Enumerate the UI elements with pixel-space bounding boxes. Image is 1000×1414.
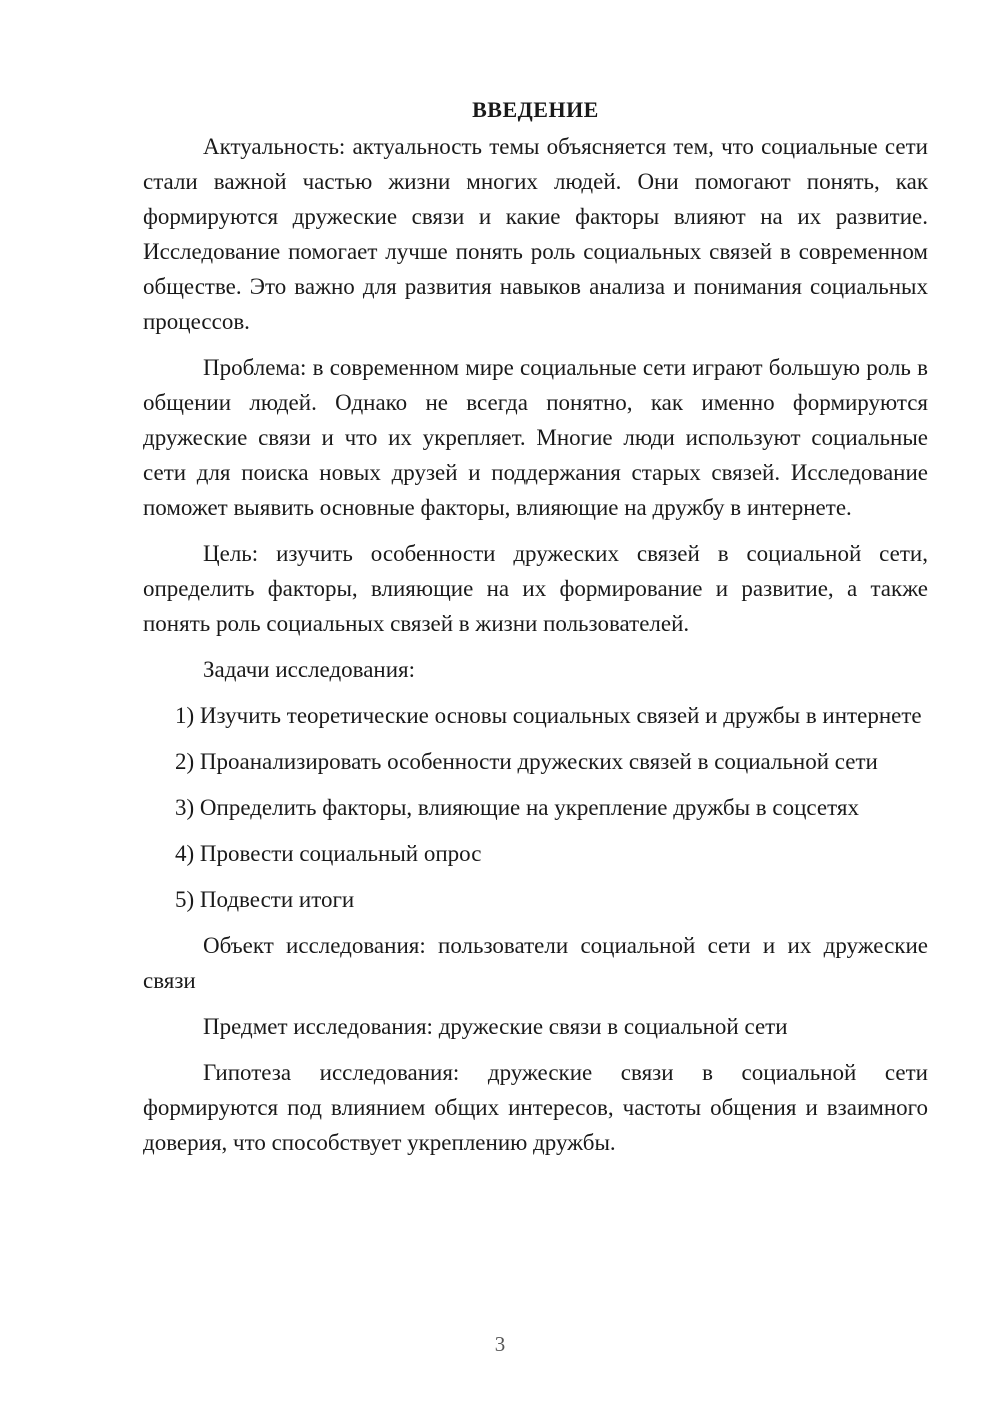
page-number: 3	[494, 1332, 506, 1356]
relevance-paragraph: Актуальность: актуальность темы объясняется тем, что социальные сети стали важной частью жизни многих людей. Они помогают понять, как формируются дружеские связи и какие факторы влияют на их развитие. Исследование помогает лучше понять роль социальных связей в современном обществе. Это важно для развития навыков анализа и понимания социальных процессов.	[143, 134, 928, 334]
task-item: 1) Изучить теоретические основы социальных связей и дружбы в интернете	[175, 703, 922, 728]
page-title: ВВЕДЕНИЕ	[472, 97, 599, 122]
task-item: 3) Определить факторы, влияющие на укрепление дружбы в соцсетях	[175, 795, 859, 820]
tasks-heading: Задачи исследования:	[203, 657, 416, 682]
object-paragraph: Объект исследования: пользователи социальной сети и их дружеские связи	[143, 933, 928, 993]
document-body	[143, 92, 928, 1171]
goal-paragraph: Цель: изучить особенности дружеских связей в социальной сети, определить факторы, влияющие на их формирование и развитие, а также понять роль социальных связей в жизни пользователей.	[143, 541, 928, 636]
task-item: 4) Провести социальный опрос	[175, 841, 482, 866]
hypothesis-paragraph: Гипотеза исследования: дружеские связи в социальной сети формируются под влиянием общих интересов, частоты общения и взаимного доверия, что способствует укреплению дружбы.	[143, 1060, 928, 1155]
subject-paragraph: Предмет исследования: дружеские связи в социальной сети	[203, 1014, 788, 1039]
problem-paragraph: Проблема: в современном мире социальные сети играют большую роль в общении людей. Однако не всегда понятно, как именно формируются дружеские связи и что их укрепляет. Многие люди используют социальные сети для поиска новых друзей и поддержания старых связей. Исследование поможет выявить основные факторы, влияющие на дружбу в интернете.	[143, 355, 928, 520]
task-item: 2) Проанализировать особенности дружеских связей в социальной сети	[175, 749, 878, 774]
task-item: 5) Подвести итоги	[175, 887, 355, 912]
